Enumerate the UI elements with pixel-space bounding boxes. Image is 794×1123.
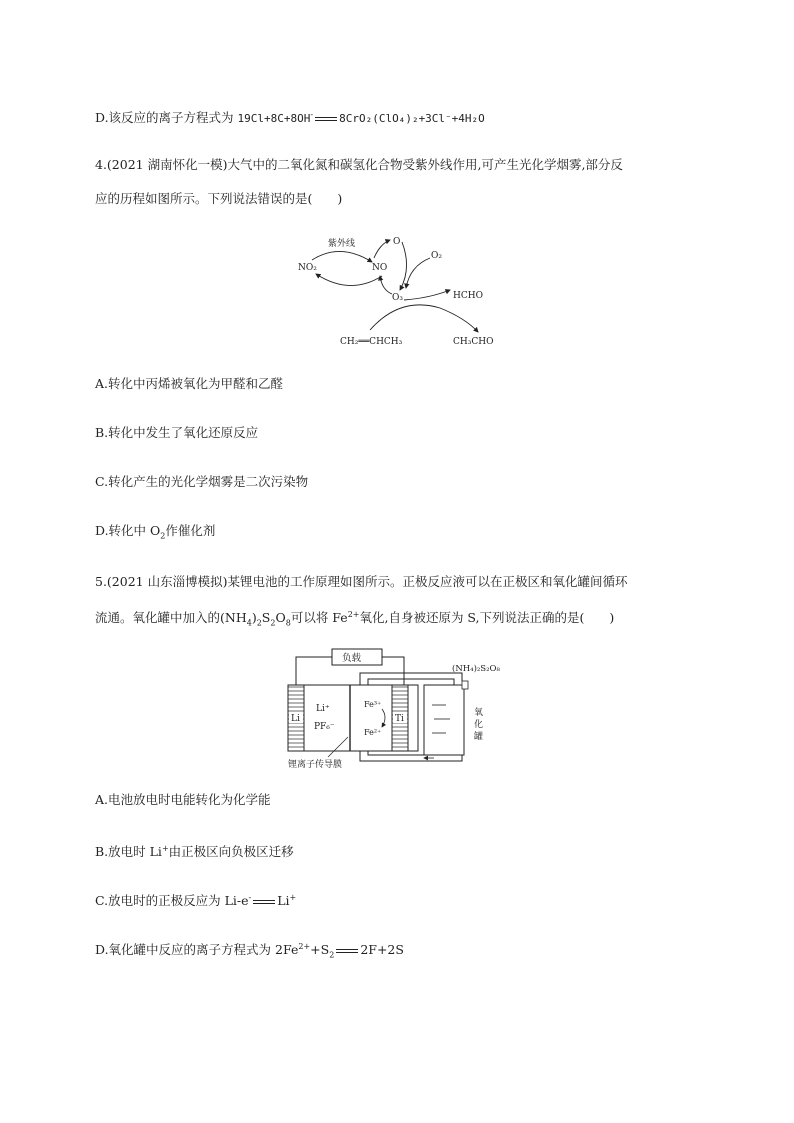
no2-label: NO₂ xyxy=(298,263,317,273)
li-ion-label: Li⁺ xyxy=(316,704,330,714)
q5-stem-line-2: 流通。氧化罐中加入的$(NH_4)_2S_2O_8$可以将 $Fe^{2+}$氧化,自身被还原为 S,下列说法正确的是( ) xyxy=(95,610,615,628)
q4-stem-line-1: 4.(2021 湖南怀化一模)大气中的二氧化氮和碳氢化合物受紫外线作用,可产生光化学烟雾,部分反 xyxy=(95,157,623,172)
arrow-o-to-o3 xyxy=(400,242,407,290)
tank-label-2: 化 xyxy=(474,720,484,730)
tank-label-1: 氧 xyxy=(474,708,484,718)
arrow-no-to-o xyxy=(374,240,390,258)
lithium-battery-diagram xyxy=(284,645,544,770)
reagent-label: (NH₄)₂S₂O₈ xyxy=(452,664,500,674)
ti-electrode-label: Ti xyxy=(395,714,404,724)
oxidation-tank xyxy=(424,685,464,755)
tank-label-3: 罐 xyxy=(474,732,484,742)
no-label: NO xyxy=(372,263,388,273)
pf6-label: PF₆⁻ xyxy=(314,722,335,732)
arrow-o3-to-no xyxy=(380,276,392,294)
hcho-label: HCHO xyxy=(453,291,483,301)
arrow-no2-to-no xyxy=(312,251,372,262)
q4-option-b: B.转化中发生了氧化还原反应 xyxy=(95,425,259,440)
uv-label: 紫外线 xyxy=(328,239,356,249)
arrow-propene-to-ch3cho xyxy=(370,305,478,332)
pipe-top xyxy=(360,673,462,685)
arrow-no-to-no2 xyxy=(316,274,382,286)
eq-sign xyxy=(253,900,275,904)
fe3-label: Fe³⁺ xyxy=(364,700,382,709)
photochemical-smog-diagram xyxy=(290,228,510,358)
q4-option-d: D.转化中 $O_2$作催化剂 xyxy=(95,523,216,541)
q4-option-a: A.转化中丙烯被氧化为甲醛和乙醛 xyxy=(95,376,284,391)
q4-stem-line-2: 应的历程如图所示。下列说法错误的是( ) xyxy=(95,191,343,206)
q5-option-c: C.放电时的正极反应为 Li-e- Li+ xyxy=(95,893,297,909)
q5-option-a: A.电池放电时电能转化为化学能 xyxy=(95,792,271,807)
load-label: 负载 xyxy=(342,653,362,664)
propene-label: CH₂══CHCH₃ xyxy=(340,337,403,347)
o-label: O xyxy=(393,237,401,247)
arrow-o2-to-o3 xyxy=(406,258,430,288)
q5-option-d: D.氧化罐中反应的离子方程式为 $2Fe^{2+}+S_2$ 2F+2S xyxy=(95,942,404,960)
q4-option-c: C.转化产生的光化学烟雾是二次污染物 xyxy=(95,474,309,489)
q5-option-b: B.放电时 Li+由正极区向负极区迁移 xyxy=(95,844,294,860)
li-electrode-label: Li xyxy=(291,714,300,724)
q3-option-d: D.该反应的离子方程式为 19Cl+8C+8OH- 8CrO₂(ClO₄)₂+3Cl⁻+4H₂O xyxy=(95,110,485,126)
eq-sign xyxy=(315,117,337,121)
ch3cho-label: CH₃CHO xyxy=(453,337,494,347)
o3-label: O₃ xyxy=(392,293,403,303)
q3-equation-lhs: 19Cl+8C+8OH xyxy=(237,112,311,126)
arrow-o3-to-hcho xyxy=(404,290,450,300)
o2-label: O₂ xyxy=(431,251,442,261)
eq-sign xyxy=(336,949,358,953)
membrane-label: 锂离子传导膜 xyxy=(288,760,343,770)
q3-equation-rhs: 8CrO₂(ClO₄)₂+3Cl⁻+4H₂O xyxy=(339,112,485,126)
q5-stem-line-1: 5.(2021 山东淄博模拟)某锂电池的工作原理如图所示。正极反应液可以在正极区和氧化罐间循环 xyxy=(95,574,628,589)
fe2-label: Fe²⁺ xyxy=(364,728,382,737)
